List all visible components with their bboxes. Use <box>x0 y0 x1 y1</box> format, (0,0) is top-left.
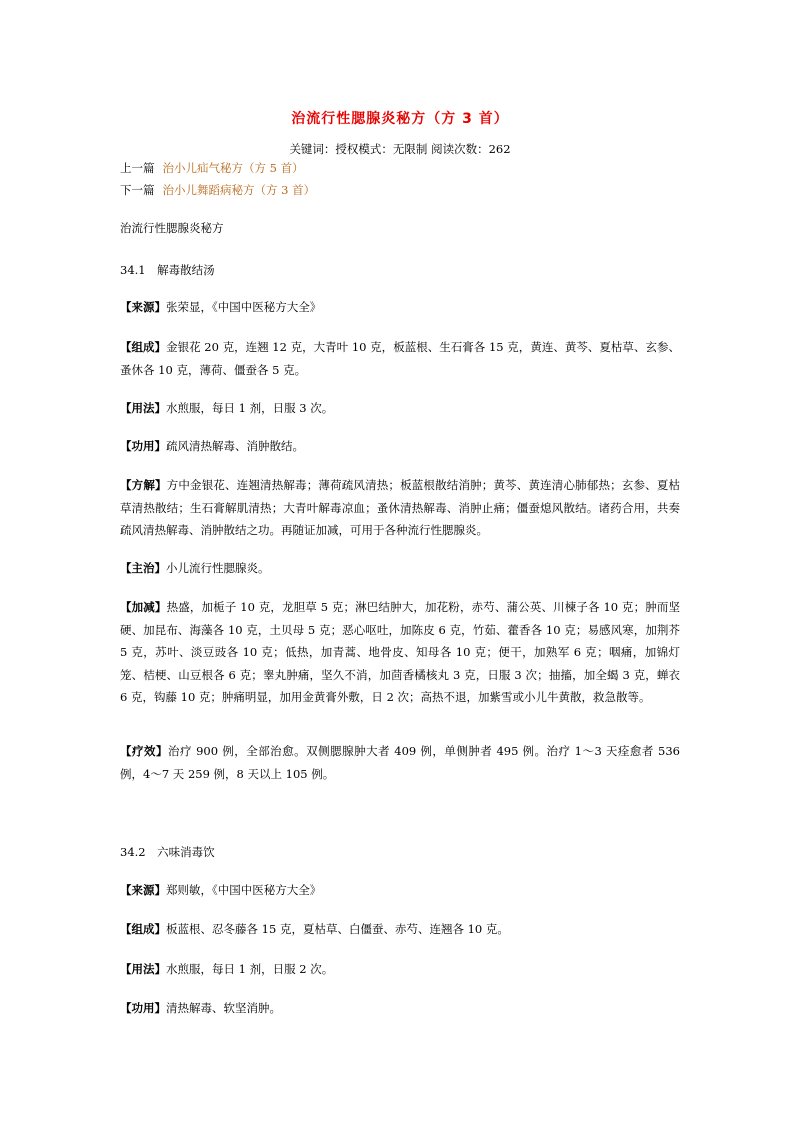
indication-text: 小儿流行性腮腺炎。 <box>166 561 270 575</box>
intro-text: 治流行性腮腺炎秘方 <box>120 221 224 235</box>
section1-usage <box>120 397 680 420</box>
page-title: 治流行性腮腺炎秘方（方 3 首） <box>291 111 509 127</box>
nav-next <box>120 182 315 198</box>
composition-label: 【组成】 <box>120 922 166 936</box>
indication-label: 【主治】 <box>120 561 166 575</box>
usage-text: 水煎服，每日 1 剂，日服 3 次。 <box>166 401 334 415</box>
usage-label: 【用法】 <box>120 401 166 415</box>
section2-effect <box>120 997 680 1020</box>
explanation-label: 【方解】 <box>120 478 167 492</box>
section1-heading: 34.1 解毒散结汤 <box>120 263 215 277</box>
effect-text: 清热解毒、软坚消肿。 <box>166 1001 281 1015</box>
section1-result <box>120 740 680 785</box>
nav-prev-label: 上一篇 <box>120 161 155 175</box>
source-text: 张荣显，《中国中医秘方大全》 <box>166 300 322 314</box>
section1-effect <box>120 435 680 458</box>
section1-explanation <box>120 474 680 542</box>
modification-label: 【加减】 <box>120 600 167 614</box>
section2-composition <box>120 918 680 941</box>
composition-label: 【组成】 <box>120 340 167 354</box>
modification-text: 热盛，加栀子 10 克，龙胆草 5 克；淋巴结肿大，加花粉，赤芍、蒲公英、川楝子各 10 克；肿而坚硬、加昆布、海藻各 10 克，土贝母 5 克；恶心呕吐，加陈皮 6 克，竹茹、藿香各 10 克；易感风寒，加荆芥 5 克，苏叶、淡豆豉各 10 克；低热，加青蒿、地骨皮、知母各 10 克；便干，加熟军 6 克；咽痛，加锦灯笼、桔梗、山豆根各 6 克；睾丸肿痛，坚久不消，加茴香橘核丸 3 克，日服 3 次；抽搐，加全蝎 3 克，蝉衣 6 克，钩藤 10 克；肿痛明显，加用金黄膏外敷，日 2 次；高热不退，加紫雪或小儿牛黄散，救急散等。 <box>120 600 681 704</box>
prev-article-link[interactable]: 治小儿疝气秘方（方 5 首） <box>162 161 304 175</box>
next-article-link[interactable]: 治小儿舞蹈病秘方（方 3 首） <box>162 183 316 197</box>
section2-heading: 34.2 六味消毒饮 <box>120 845 215 859</box>
result-label: 【疗效】 <box>120 744 168 758</box>
usage-text: 水煎服，每日 1 剂，日服 2 次。 <box>166 962 334 976</box>
effect-text: 疏风清热解毒、消肿散结。 <box>166 439 304 453</box>
section1-modification <box>120 596 680 709</box>
meta-info: 关键词：授权模式：无限制 阅读次数：262 <box>289 142 511 156</box>
source-label: 【来源】 <box>120 300 166 314</box>
usage-label: 【用法】 <box>120 962 166 976</box>
section2-usage <box>120 958 680 981</box>
nav-prev <box>120 160 304 176</box>
effect-label: 【功用】 <box>120 1001 166 1015</box>
explanation-text: 方中金银花、连翘清热解毒；薄荷疏风清热；板蓝根散结消肿；黄芩、黄连清心肺郁热；玄参、夏枯草清热散结；生石膏解肌清热；大青叶解毒凉血；蚤休清热解毒、消肿止痛；僵蚕熄风散结。诸药合用，共奏疏风清热解毒、消肿散结之功。再随证加减，可用于各种流行性腮腺炎。 <box>120 478 681 537</box>
source-text: 郑则敏，《中国中医秘方大全》 <box>166 883 322 897</box>
composition-text: 金银花 20 克，连翘 12 克，大青叶 10 克，板蓝根、生石膏各 15 克，黄连、黄芩、夏枯草、玄参、蚤休各 10 克，薄荷、僵蚕各 5 克。 <box>120 340 680 377</box>
nav-next-label: 下一篇 <box>120 183 155 197</box>
composition-text: 板蓝根、忍冬藤各 15 克，夏枯草、白僵蚕、赤芍、连翘各 10 克。 <box>166 922 509 936</box>
section1-composition <box>120 336 680 381</box>
section1-indication <box>120 557 680 580</box>
result-text: 治疗 900 例，全部治愈。双侧腮腺肿大者 409 例，单侧肿者 495 例。治疗 1～3 天痊愈者 536 例，4～7 天 259 例，8 天以上 105 例。 <box>120 744 681 781</box>
section2-source <box>120 879 680 902</box>
effect-label: 【功用】 <box>120 439 166 453</box>
section1-source <box>120 296 680 319</box>
source-label: 【来源】 <box>120 883 166 897</box>
